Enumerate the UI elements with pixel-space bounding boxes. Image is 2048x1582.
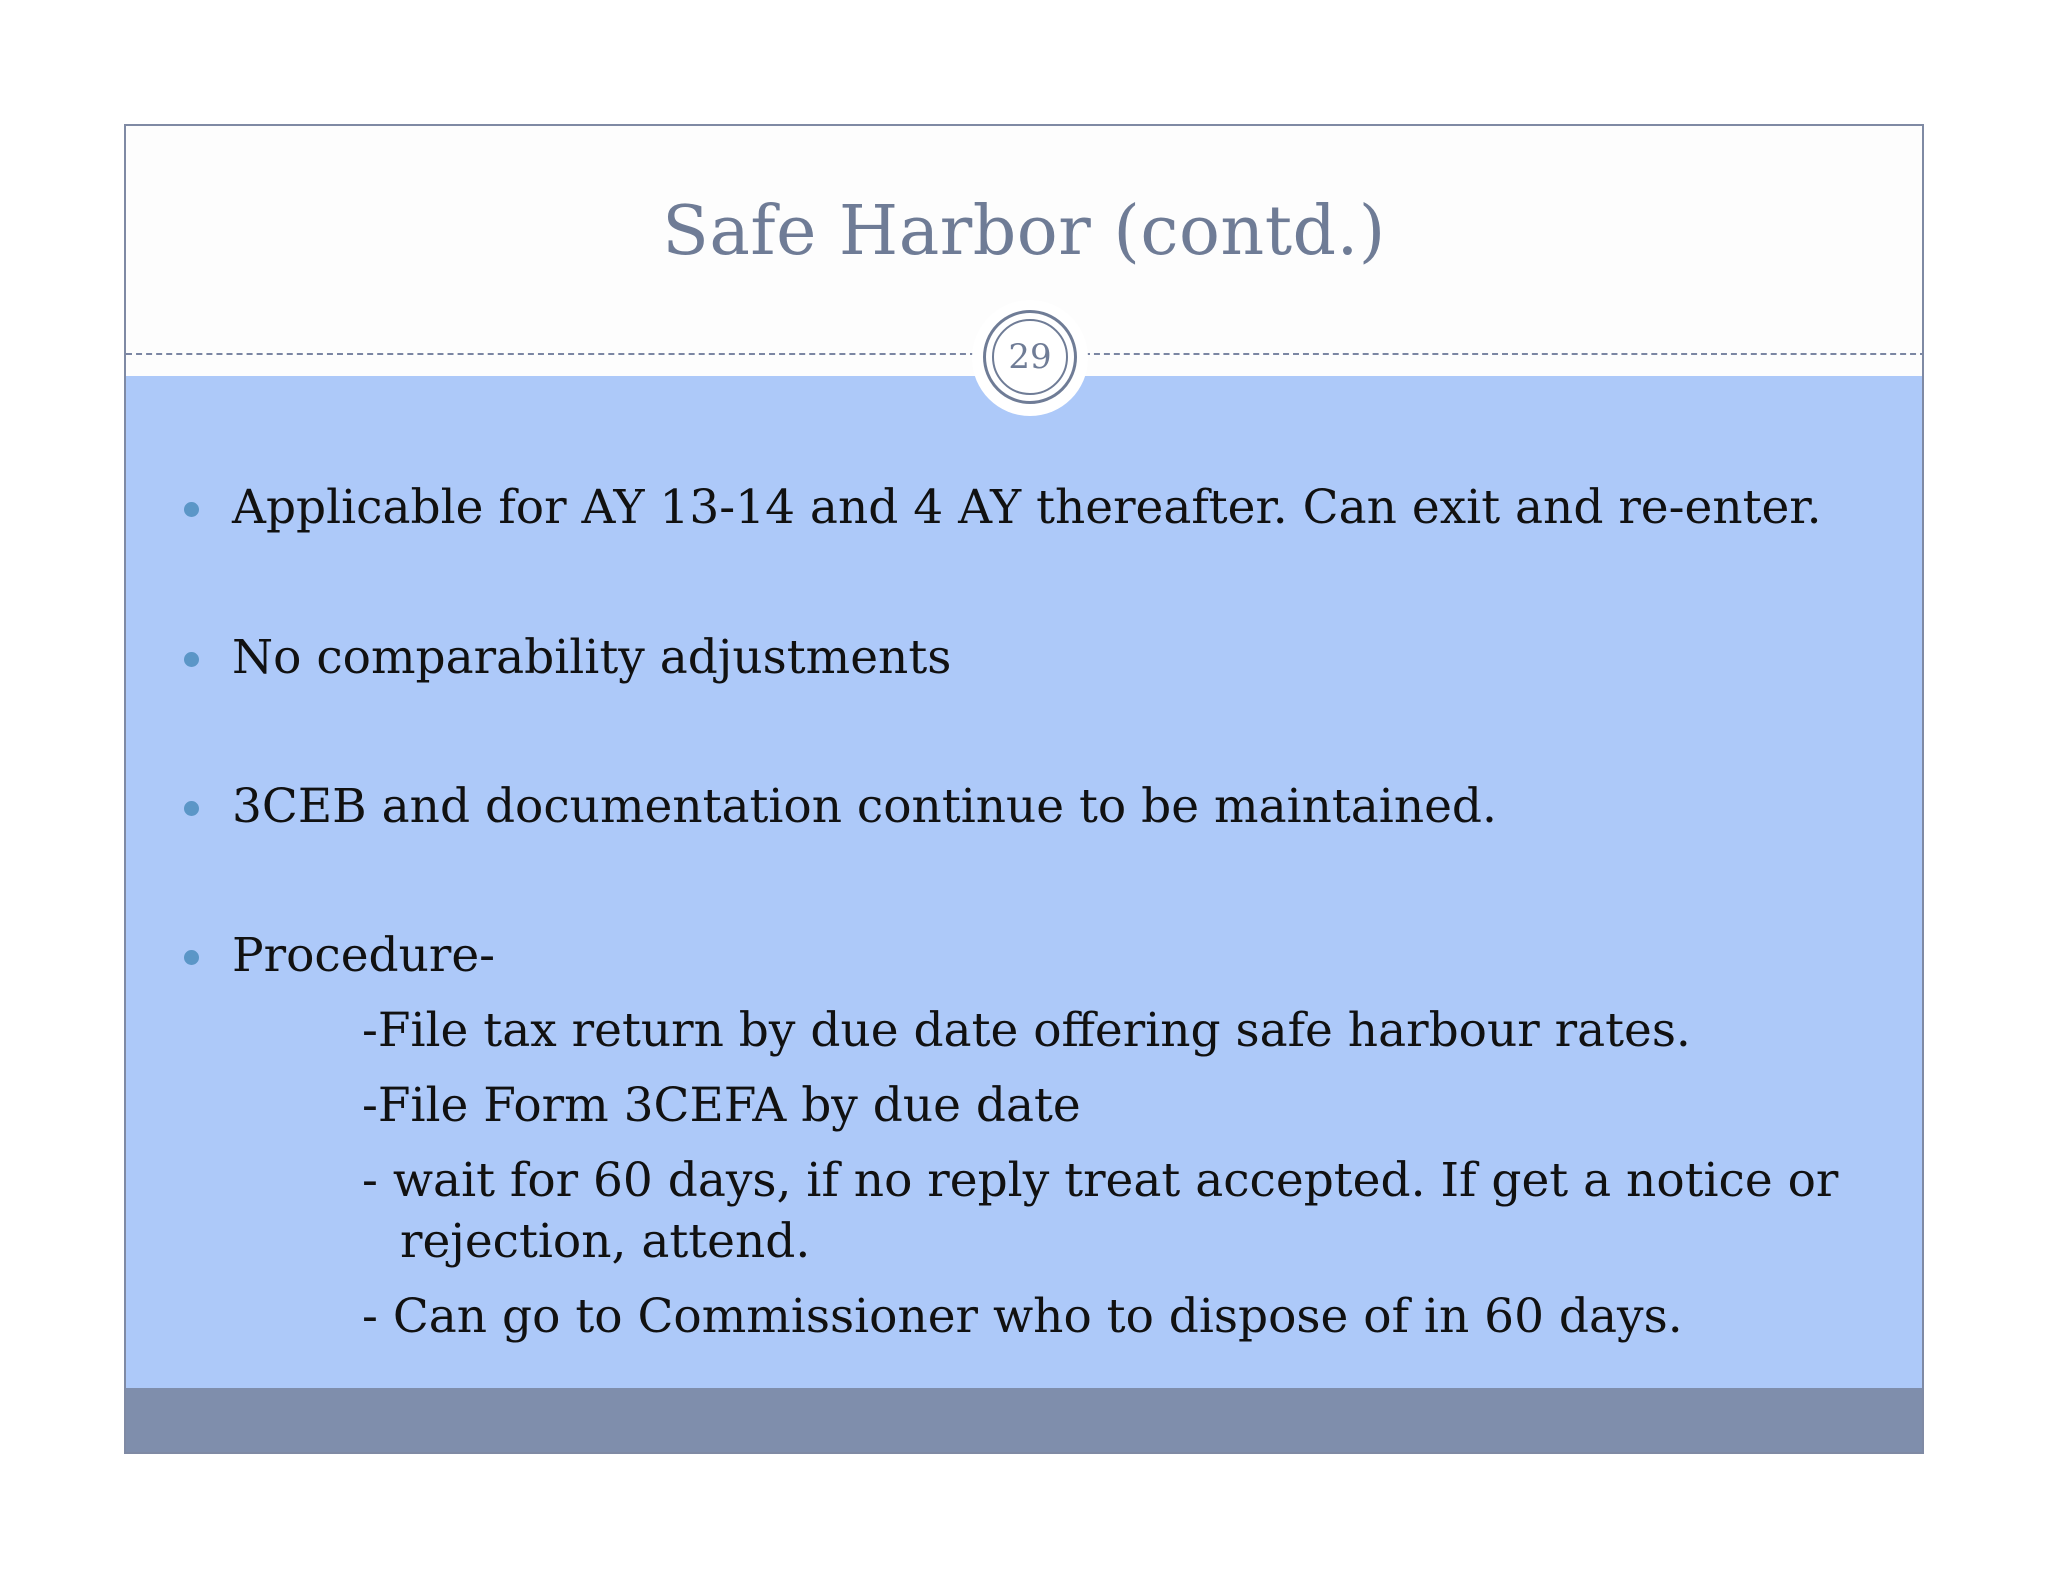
slide — [124, 124, 1924, 1454]
procedure-step: -File Form 3CEFA by due date — [362, 1078, 1081, 1133]
bullet-item — [126, 478, 1922, 538]
header-divider-left — [126, 353, 976, 355]
header-divider-right — [1084, 353, 1924, 355]
bullet-icon — [184, 502, 199, 517]
page-number: 29 — [1008, 337, 1052, 377]
procedure-step: - wait for 60 days, if no reply treat accepted. If get a notice or — [362, 1153, 1839, 1208]
page-number-ring — [992, 319, 1068, 395]
bullet-item — [126, 926, 1922, 986]
procedure-step: - Can go to Commissioner who to dispose of in 60 days. — [362, 1289, 1683, 1344]
bullet-text: Procedure- — [232, 928, 496, 983]
bullet-text: No comparability adjustments — [232, 630, 952, 685]
bullet-icon — [184, 801, 199, 816]
slide-title: Safe Harbor (contd.) — [662, 192, 1386, 271]
bullet-text: 3CEB and documentation continue to be maintained. — [232, 779, 1497, 834]
procedure-step: -File tax return by due date offering safe harbour rates. — [362, 1003, 1691, 1058]
bullet-item — [126, 628, 1922, 688]
page-number-badge — [983, 310, 1077, 404]
slide-footer-bar — [126, 1388, 1922, 1452]
bullet-text: Applicable for AY 13-14 and 4 AY thereafter. Can exit and re-enter. — [232, 480, 1822, 535]
procedure-step-continuation: rejection, attend. — [400, 1214, 811, 1269]
bullet-icon — [184, 652, 199, 667]
bullet-icon — [184, 950, 199, 965]
bullet-item — [126, 777, 1922, 837]
